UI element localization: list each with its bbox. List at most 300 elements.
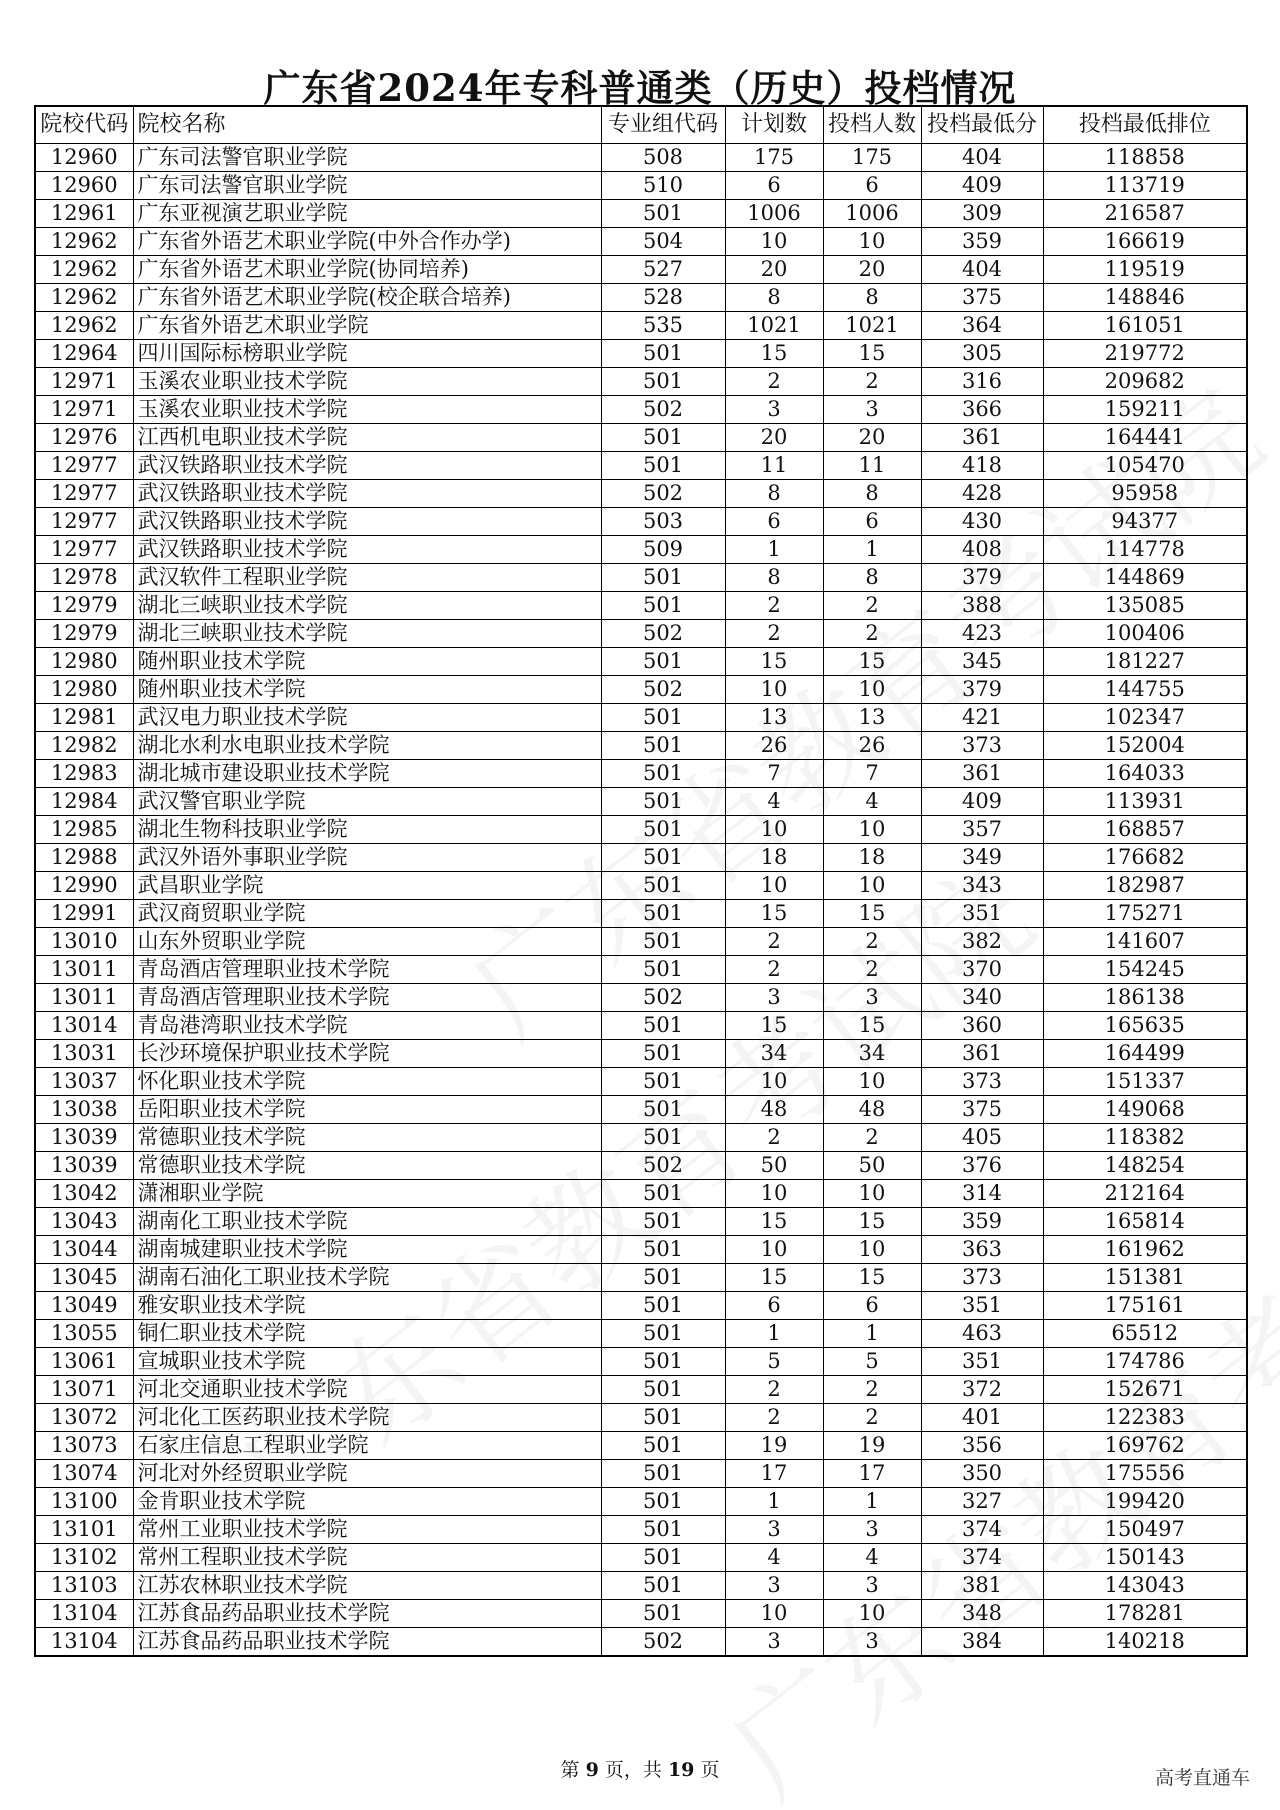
min-rank-cell: 95958 — [1043, 480, 1247, 508]
min-score-cell: 423 — [921, 620, 1043, 648]
min-rank-cell: 151337 — [1043, 1068, 1247, 1096]
min-score-cell: 309 — [921, 200, 1043, 228]
school-code-cell: 13042 — [35, 1180, 133, 1208]
min-score-cell: 327 — [921, 1488, 1043, 1516]
group-code-cell: 501 — [601, 1096, 725, 1124]
group-code-cell: 501 — [601, 1180, 725, 1208]
plan-count-cell: 34 — [725, 1040, 823, 1068]
table-row — [35, 536, 1247, 564]
min-score-cell: 348 — [921, 1600, 1043, 1628]
school-code-cell: 12961 — [35, 200, 133, 228]
plan-count-cell: 1 — [725, 1488, 823, 1516]
school-name-cell: 铜仁职业技术学院 — [133, 1320, 601, 1348]
column-header: 投档最低分 — [921, 106, 1043, 144]
school-name-cell: 山东外贸职业学院 — [133, 928, 601, 956]
table-row — [35, 480, 1247, 508]
admitted-count-cell: 1006 — [823, 200, 921, 228]
min-score-cell: 361 — [921, 1040, 1043, 1068]
admitted-count-cell: 10 — [823, 1236, 921, 1264]
group-code-cell: 501 — [601, 760, 725, 788]
school-code-cell: 13103 — [35, 1572, 133, 1600]
school-name-cell: 武昌职业学院 — [133, 872, 601, 900]
admitted-count-cell: 3 — [823, 984, 921, 1012]
school-code-cell: 13100 — [35, 1488, 133, 1516]
min-rank-cell: 154245 — [1043, 956, 1247, 984]
school-name-cell: 武汉电力职业技术学院 — [133, 704, 601, 732]
plan-count-cell: 4 — [725, 1544, 823, 1572]
min-score-cell: 375 — [921, 284, 1043, 312]
min-score-cell: 351 — [921, 900, 1043, 928]
plan-count-cell: 10 — [725, 1236, 823, 1264]
min-rank-cell: 186138 — [1043, 984, 1247, 1012]
min-score-cell: 408 — [921, 536, 1043, 564]
group-code-cell: 535 — [601, 312, 725, 340]
school-code-cell: 13010 — [35, 928, 133, 956]
min-rank-cell: 165814 — [1043, 1208, 1247, 1236]
plan-count-cell: 8 — [725, 564, 823, 592]
school-code-cell: 13037 — [35, 1068, 133, 1096]
table-row — [35, 816, 1247, 844]
min-score-cell: 370 — [921, 956, 1043, 984]
min-score-cell: 345 — [921, 648, 1043, 676]
table-row — [35, 200, 1247, 228]
min-rank-cell: 175556 — [1043, 1460, 1247, 1488]
table-row — [35, 1068, 1247, 1096]
school-name-cell: 河北交通职业技术学院 — [133, 1376, 601, 1404]
table-header-row — [35, 106, 1247, 144]
min-rank-cell: 175161 — [1043, 1292, 1247, 1320]
min-score-cell: 463 — [921, 1320, 1043, 1348]
table-row — [35, 1292, 1247, 1320]
min-rank-cell: 150497 — [1043, 1516, 1247, 1544]
table-row — [35, 1012, 1247, 1040]
min-rank-cell: 161051 — [1043, 312, 1247, 340]
school-code-cell: 13101 — [35, 1516, 133, 1544]
plan-count-cell: 48 — [725, 1096, 823, 1124]
plan-count-cell: 175 — [725, 144, 823, 172]
table-body — [35, 144, 1247, 1657]
page-footer — [0, 1755, 1280, 1782]
table-row — [35, 452, 1247, 480]
plan-count-cell: 2 — [725, 1124, 823, 1152]
group-code-cell: 501 — [601, 564, 725, 592]
table-row — [35, 1040, 1247, 1068]
school-name-cell: 武汉商贸职业学院 — [133, 900, 601, 928]
group-code-cell: 501 — [601, 1292, 725, 1320]
admitted-count-cell: 2 — [823, 956, 921, 984]
school-code-cell: 13011 — [35, 956, 133, 984]
min-score-cell: 379 — [921, 564, 1043, 592]
group-code-cell: 501 — [601, 1404, 725, 1432]
school-name-cell: 石家庄信息工程职业学院 — [133, 1432, 601, 1460]
min-rank-cell: 118858 — [1043, 144, 1247, 172]
table-row — [35, 1264, 1247, 1292]
min-score-cell: 359 — [921, 228, 1043, 256]
plan-count-cell: 10 — [725, 872, 823, 900]
min-rank-cell: 168857 — [1043, 816, 1247, 844]
table-row — [35, 396, 1247, 424]
school-name-cell: 湖北生物科技职业学院 — [133, 816, 601, 844]
plan-count-cell: 15 — [725, 648, 823, 676]
admitted-count-cell: 1 — [823, 536, 921, 564]
school-name-cell: 湖北三峡职业技术学院 — [133, 592, 601, 620]
admitted-count-cell: 20 — [823, 424, 921, 452]
table-row — [35, 984, 1247, 1012]
school-name-cell: 青岛酒店管理职业技术学院 — [133, 956, 601, 984]
table-row — [35, 620, 1247, 648]
group-code-cell: 501 — [601, 1236, 725, 1264]
min-rank-cell: 164499 — [1043, 1040, 1247, 1068]
admitted-count-cell: 5 — [823, 1348, 921, 1376]
group-code-cell: 501 — [601, 368, 725, 396]
school-code-cell: 13104 — [35, 1628, 133, 1657]
group-code-cell: 501 — [601, 1572, 725, 1600]
min-rank-cell: 144755 — [1043, 676, 1247, 704]
school-name-cell: 雅安职业技术学院 — [133, 1292, 601, 1320]
plan-count-cell: 50 — [725, 1152, 823, 1180]
school-code-cell: 12976 — [35, 424, 133, 452]
admitted-count-cell: 13 — [823, 704, 921, 732]
admitted-count-cell: 10 — [823, 872, 921, 900]
school-name-cell: 武汉铁路职业技术学院 — [133, 536, 601, 564]
plan-count-cell: 6 — [725, 508, 823, 536]
min-score-cell: 316 — [921, 368, 1043, 396]
group-code-cell: 501 — [601, 200, 725, 228]
school-code-cell: 12977 — [35, 536, 133, 564]
admitted-count-cell: 2 — [823, 1124, 921, 1152]
min-score-cell: 351 — [921, 1348, 1043, 1376]
min-score-cell: 305 — [921, 340, 1043, 368]
plan-count-cell: 1 — [725, 536, 823, 564]
school-code-cell: 13055 — [35, 1320, 133, 1348]
plan-count-cell: 19 — [725, 1432, 823, 1460]
school-code-cell: 13061 — [35, 1348, 133, 1376]
admitted-count-cell: 7 — [823, 760, 921, 788]
min-score-cell: 384 — [921, 1628, 1043, 1657]
min-score-cell: 361 — [921, 760, 1043, 788]
min-rank-cell: 144869 — [1043, 564, 1247, 592]
admitted-count-cell: 3 — [823, 1572, 921, 1600]
min-score-cell: 364 — [921, 312, 1043, 340]
min-score-cell: 421 — [921, 704, 1043, 732]
group-code-cell: 502 — [601, 1152, 725, 1180]
plan-count-cell: 8 — [725, 480, 823, 508]
school-name-cell: 金肯职业技术学院 — [133, 1488, 601, 1516]
school-code-cell: 12971 — [35, 396, 133, 424]
min-score-cell: 405 — [921, 1124, 1043, 1152]
school-name-cell: 武汉外语外事职业学院 — [133, 844, 601, 872]
table-row — [35, 704, 1247, 732]
plan-count-cell: 15 — [725, 1012, 823, 1040]
min-score-cell: 373 — [921, 1068, 1043, 1096]
school-code-cell: 12980 — [35, 676, 133, 704]
min-rank-cell: 143043 — [1043, 1572, 1247, 1600]
plan-count-cell: 26 — [725, 732, 823, 760]
min-score-cell: 361 — [921, 424, 1043, 452]
school-code-cell: 13071 — [35, 1376, 133, 1404]
min-rank-cell: 135085 — [1043, 592, 1247, 620]
admitted-count-cell: 2 — [823, 1376, 921, 1404]
school-code-cell: 12960 — [35, 172, 133, 200]
admitted-count-cell: 15 — [823, 340, 921, 368]
table-row — [35, 1572, 1247, 1600]
min-score-cell: 373 — [921, 1264, 1043, 1292]
admitted-count-cell: 1 — [823, 1488, 921, 1516]
plan-count-cell: 18 — [725, 844, 823, 872]
school-name-cell: 广东省外语艺术职业学院(中外合作办学) — [133, 228, 601, 256]
school-code-cell: 12971 — [35, 368, 133, 396]
min-rank-cell: 105470 — [1043, 452, 1247, 480]
column-header: 专业组代码 — [601, 106, 725, 144]
school-code-cell: 12988 — [35, 844, 133, 872]
school-name-cell: 武汉铁路职业技术学院 — [133, 508, 601, 536]
min-rank-cell: 176682 — [1043, 844, 1247, 872]
group-code-cell: 502 — [601, 620, 725, 648]
admitted-count-cell: 1021 — [823, 312, 921, 340]
min-score-cell: 340 — [921, 984, 1043, 1012]
school-code-cell: 13031 — [35, 1040, 133, 1068]
plan-count-cell: 17 — [725, 1460, 823, 1488]
group-code-cell: 504 — [601, 228, 725, 256]
plan-count-cell: 6 — [725, 172, 823, 200]
school-name-cell: 江苏食品药品职业技术学院 — [133, 1600, 601, 1628]
group-code-cell: 502 — [601, 676, 725, 704]
footer-prefix: 第 — [560, 1759, 580, 1781]
admitted-count-cell: 10 — [823, 228, 921, 256]
admitted-count-cell: 2 — [823, 368, 921, 396]
table-row — [35, 900, 1247, 928]
school-name-cell: 河北对外经贸职业学院 — [133, 1460, 601, 1488]
school-name-cell: 玉溪农业职业技术学院 — [133, 396, 601, 424]
table-row — [35, 1180, 1247, 1208]
table-row — [35, 844, 1247, 872]
plan-count-cell: 4 — [725, 788, 823, 816]
group-code-cell: 501 — [601, 1348, 725, 1376]
school-code-cell: 12985 — [35, 816, 133, 844]
min-rank-cell: 164441 — [1043, 424, 1247, 452]
table-row — [35, 928, 1247, 956]
min-score-cell: 374 — [921, 1544, 1043, 1572]
plan-count-cell: 2 — [725, 1404, 823, 1432]
group-code-cell: 501 — [601, 956, 725, 984]
admitted-count-cell: 2 — [823, 1404, 921, 1432]
table-row — [35, 1376, 1247, 1404]
min-score-cell: 404 — [921, 256, 1043, 284]
admitted-count-cell: 2 — [823, 592, 921, 620]
plan-count-cell: 15 — [725, 900, 823, 928]
min-score-cell: 404 — [921, 144, 1043, 172]
plan-count-cell: 1006 — [725, 200, 823, 228]
school-code-cell: 12983 — [35, 760, 133, 788]
group-code-cell: 501 — [601, 452, 725, 480]
admitted-count-cell: 15 — [823, 1264, 921, 1292]
admitted-count-cell: 20 — [823, 256, 921, 284]
min-rank-cell: 164033 — [1043, 760, 1247, 788]
school-name-cell: 随州职业技术学院 — [133, 676, 601, 704]
page-title: 广东省2024年专科普通类（历史）投档情况 — [263, 66, 1017, 110]
school-code-cell: 12990 — [35, 872, 133, 900]
min-rank-cell: 165635 — [1043, 1012, 1247, 1040]
group-code-cell: 502 — [601, 984, 725, 1012]
min-score-cell: 359 — [921, 1208, 1043, 1236]
min-score-cell: 357 — [921, 816, 1043, 844]
column-header: 计划数 — [725, 106, 823, 144]
school-code-cell: 12977 — [35, 452, 133, 480]
school-name-cell: 玉溪农业职业技术学院 — [133, 368, 601, 396]
admitted-count-cell: 175 — [823, 144, 921, 172]
min-rank-cell: 166619 — [1043, 228, 1247, 256]
group-code-cell: 528 — [601, 284, 725, 312]
table-row — [35, 760, 1247, 788]
group-code-cell: 501 — [601, 592, 725, 620]
admitted-count-cell: 10 — [823, 1600, 921, 1628]
admitted-count-cell: 15 — [823, 648, 921, 676]
plan-count-cell: 3 — [725, 1572, 823, 1600]
min-rank-cell: 149068 — [1043, 1096, 1247, 1124]
admitted-count-cell: 3 — [823, 396, 921, 424]
group-code-cell: 501 — [601, 1488, 725, 1516]
table-row — [35, 1124, 1247, 1152]
group-code-cell: 501 — [601, 1012, 725, 1040]
school-code-cell: 13038 — [35, 1096, 133, 1124]
group-code-cell: 501 — [601, 1208, 725, 1236]
school-name-cell: 常德职业技术学院 — [133, 1124, 601, 1152]
min-score-cell: 401 — [921, 1404, 1043, 1432]
min-score-cell: 343 — [921, 872, 1043, 900]
table-row — [35, 592, 1247, 620]
school-name-cell: 随州职业技术学院 — [133, 648, 601, 676]
admitted-count-cell: 15 — [823, 1208, 921, 1236]
school-name-cell: 宣城职业技术学院 — [133, 1348, 601, 1376]
min-rank-cell: 174786 — [1043, 1348, 1247, 1376]
table-row — [35, 648, 1247, 676]
admitted-count-cell: 10 — [823, 676, 921, 704]
min-score-cell: 375 — [921, 1096, 1043, 1124]
plan-count-cell: 3 — [725, 396, 823, 424]
table-row — [35, 508, 1247, 536]
school-name-cell: 怀化职业技术学院 — [133, 1068, 601, 1096]
admitted-count-cell: 6 — [823, 508, 921, 536]
table-row — [35, 256, 1247, 284]
admitted-count-cell: 2 — [823, 620, 921, 648]
min-rank-cell: 169762 — [1043, 1432, 1247, 1460]
table-row — [35, 1208, 1247, 1236]
group-code-cell: 501 — [601, 788, 725, 816]
group-code-cell: 501 — [601, 1068, 725, 1096]
plan-count-cell: 10 — [725, 1068, 823, 1096]
admitted-count-cell: 4 — [823, 788, 921, 816]
group-code-cell: 501 — [601, 1124, 725, 1152]
min-score-cell: 351 — [921, 1292, 1043, 1320]
school-code-cell: 13049 — [35, 1292, 133, 1320]
plan-count-cell: 15 — [725, 1264, 823, 1292]
table-row — [35, 144, 1247, 172]
school-name-cell: 广东亚视演艺职业学院 — [133, 200, 601, 228]
plan-count-cell: 15 — [725, 1208, 823, 1236]
min-rank-cell: 65512 — [1043, 1320, 1247, 1348]
min-score-cell: 373 — [921, 732, 1043, 760]
school-name-cell: 武汉铁路职业技术学院 — [133, 452, 601, 480]
min-rank-cell: 94377 — [1043, 508, 1247, 536]
school-name-cell: 青岛港湾职业技术学院 — [133, 1012, 601, 1040]
min-rank-cell: 182987 — [1043, 872, 1247, 900]
school-code-cell: 12979 — [35, 592, 133, 620]
school-code-cell: 12991 — [35, 900, 133, 928]
school-code-cell: 13039 — [35, 1124, 133, 1152]
table-row — [35, 732, 1247, 760]
min-rank-cell: 152004 — [1043, 732, 1247, 760]
school-name-cell: 江苏农林职业技术学院 — [133, 1572, 601, 1600]
table-row — [35, 312, 1247, 340]
min-rank-cell: 151381 — [1043, 1264, 1247, 1292]
school-code-cell: 13014 — [35, 1012, 133, 1040]
table-row — [35, 1404, 1247, 1432]
school-name-cell: 潇湘职业学院 — [133, 1180, 601, 1208]
table-row — [35, 1432, 1247, 1460]
school-name-cell: 岳阳职业技术学院 — [133, 1096, 601, 1124]
group-code-cell: 502 — [601, 396, 725, 424]
table-row — [35, 1236, 1247, 1264]
plan-count-cell: 7 — [725, 760, 823, 788]
min-score-cell: 430 — [921, 508, 1043, 536]
school-code-cell: 13011 — [35, 984, 133, 1012]
school-code-cell: 13039 — [35, 1152, 133, 1180]
min-rank-cell: 212164 — [1043, 1180, 1247, 1208]
group-code-cell: 501 — [601, 648, 725, 676]
plan-count-cell: 2 — [725, 620, 823, 648]
plan-count-cell: 5 — [725, 1348, 823, 1376]
plan-count-cell: 15 — [725, 340, 823, 368]
table-row — [35, 1516, 1247, 1544]
admitted-count-cell: 18 — [823, 844, 921, 872]
table-row — [35, 228, 1247, 256]
admitted-count-cell: 11 — [823, 452, 921, 480]
min-rank-cell: 181227 — [1043, 648, 1247, 676]
min-score-cell: 356 — [921, 1432, 1043, 1460]
admitted-count-cell: 26 — [823, 732, 921, 760]
table-row — [35, 424, 1247, 452]
table-row — [35, 1544, 1247, 1572]
school-name-cell: 青岛酒店管理职业技术学院 — [133, 984, 601, 1012]
school-name-cell: 湖南化工职业技术学院 — [133, 1208, 601, 1236]
footer-middle: 页，共 — [604, 1759, 662, 1781]
school-name-cell: 江苏食品药品职业技术学院 — [133, 1628, 601, 1657]
admitted-count-cell: 10 — [823, 1180, 921, 1208]
group-code-cell: 501 — [601, 1600, 725, 1628]
min-score-cell: 363 — [921, 1236, 1043, 1264]
school-code-cell: 12977 — [35, 508, 133, 536]
group-code-cell: 503 — [601, 508, 725, 536]
school-code-cell: 12962 — [35, 256, 133, 284]
school-code-cell: 13043 — [35, 1208, 133, 1236]
min-rank-cell: 175271 — [1043, 900, 1247, 928]
school-code-cell: 12979 — [35, 620, 133, 648]
total-pages: 19 — [667, 1759, 695, 1781]
admitted-count-cell: 17 — [823, 1460, 921, 1488]
school-code-cell: 12962 — [35, 312, 133, 340]
school-name-cell: 湖南石油化工职业技术学院 — [133, 1264, 601, 1292]
school-code-cell: 12960 — [35, 144, 133, 172]
column-header: 投档人数 — [823, 106, 921, 144]
plan-count-cell: 10 — [725, 816, 823, 844]
admitted-count-cell: 3 — [823, 1628, 921, 1657]
school-name-cell: 广东省外语艺术职业学院 — [133, 312, 601, 340]
school-code-cell: 12977 — [35, 480, 133, 508]
table-row — [35, 676, 1247, 704]
school-name-cell: 常州工程职业技术学院 — [133, 1544, 601, 1572]
table-row — [35, 564, 1247, 592]
min-score-cell: 314 — [921, 1180, 1043, 1208]
